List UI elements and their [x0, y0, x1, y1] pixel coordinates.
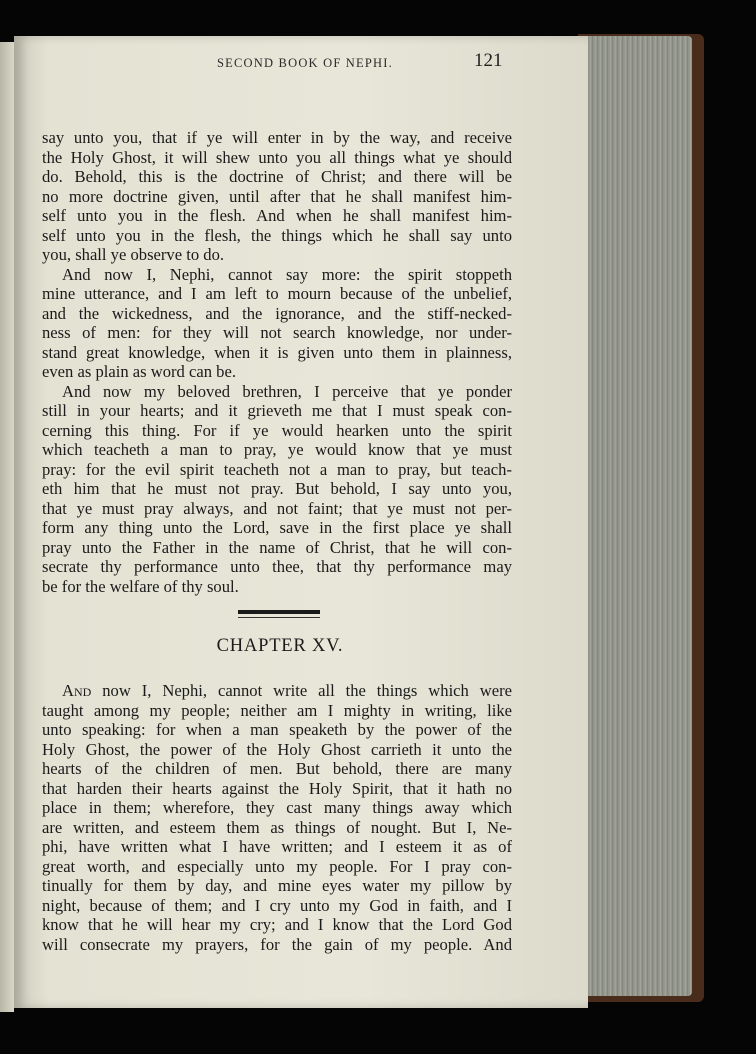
- paragraph: [42, 128, 512, 265]
- text-line: phi, have written what I have written; and I esteem it as of: [42, 837, 512, 856]
- divider-thick-rule: [238, 610, 320, 614]
- page-number: 121: [474, 50, 503, 71]
- text-line: tinually for them by day, and mine eyes water my pillow by: [42, 876, 512, 895]
- text-line: are written, and esteem them as things of nought. But I, Ne-: [42, 817, 512, 837]
- text-line: be for the welfare of thy soul.: [42, 576, 239, 596]
- text-line: no more doctrine given, until after that he shall manifest him-: [42, 186, 512, 206]
- text-line: hearts of the children of men. But behold, there are many: [42, 759, 512, 778]
- facing-page-edge: [0, 42, 14, 1012]
- text-line: pray: for the evil spirit teacheth not a man to pray, but teach-: [42, 459, 512, 479]
- running-head: SECOND BOOK OF NEPHI.: [217, 56, 393, 70]
- text-line: that ye must pray always, and not faint; that ye must not per-: [42, 498, 512, 518]
- text-line: Holy Ghost, the power of the Holy Ghost carrieth it unto the: [42, 739, 512, 759]
- paragraph: [42, 265, 512, 382]
- divider-thin-rule: [238, 617, 320, 618]
- text-line: mine utterance, and I am left to mourn because of the unbelief,: [42, 284, 512, 303]
- text-line: pray unto the Father in the name of Christ, that he will con-: [42, 537, 512, 557]
- page-stack-edge: [584, 36, 692, 996]
- text-line: which teacheth a man to pray, ye would know that ye must: [42, 440, 512, 459]
- text-line: know that he will hear my cry; and I know that the Lord God: [42, 915, 512, 934]
- text-line: cerning this thing. For if ye would hearken unto the spirit: [42, 420, 512, 440]
- text-line: even as plain as word can be.: [42, 362, 236, 381]
- text-line: still in your hearts; and it grieveth me that I must speak con-: [42, 401, 512, 420]
- text-line: self unto you in the flesh. And when he shall manifest him-: [42, 206, 512, 225]
- chapter-opening-word: And: [62, 681, 92, 700]
- text-line: And now my beloved brethren, I perceive that ye ponder: [62, 381, 512, 401]
- text-line: secrate thy performance unto thee, that thy performance may: [42, 557, 512, 576]
- text-line: taught among my people; neither am I mighty in writing, like: [42, 700, 512, 720]
- text-line: do. Behold, this is the doctrine of Christ; and there will be: [42, 167, 512, 186]
- chapter-first-line-text: now I, Nephi, cannot write all the things which were: [91, 681, 512, 700]
- text-line: will consecrate my prayers, for the gain of my people. And: [42, 934, 512, 954]
- text-line: And now I, Nephi, cannot say more: the spirit stoppeth: [62, 264, 512, 284]
- text-line: great worth, and especially unto my people. For I pray con-: [42, 856, 512, 876]
- text-line: place in them; wherefore, they cast many things away which: [42, 798, 512, 817]
- text-line: and the wickedness, and the ignorance, and the stiff-necked-: [42, 303, 512, 323]
- text-line: night, because of them; and I cry unto my God in faith, and I: [42, 895, 512, 915]
- text-line: form any thing unto the Lord, save in the first place ye shall: [42, 518, 512, 537]
- text-line: the Holy Ghost, it will shew unto you all things what ye should: [42, 147, 512, 167]
- text-line: that harden their hearts against the Holy Spirit, that it hath no: [42, 778, 512, 798]
- text-block-before-chapter: [42, 128, 512, 596]
- text-line: stand great knowledge, when it is given unto them in plainness,: [42, 342, 512, 362]
- chapter-heading: CHAPTER XV.: [216, 636, 344, 656]
- text-line: say unto you, that if ye will enter in by the way, and receive: [42, 128, 512, 147]
- text-line: eth him that he must not pray. But behold, I say unto you,: [42, 479, 512, 498]
- paragraph: [42, 382, 512, 597]
- text-line: ness of men: for they will not search knowledge, nor under-: [42, 323, 512, 342]
- chapter-first-line: [42, 681, 512, 701]
- text-block-chapter: [42, 681, 512, 954]
- section-divider: [238, 610, 320, 619]
- text-line: self unto you in the flesh, the things which he shall say unto: [42, 225, 512, 245]
- text-line: unto speaking: for when a man speaketh by the power of the: [42, 720, 512, 739]
- text-line: you, shall ye observe to do.: [42, 245, 225, 264]
